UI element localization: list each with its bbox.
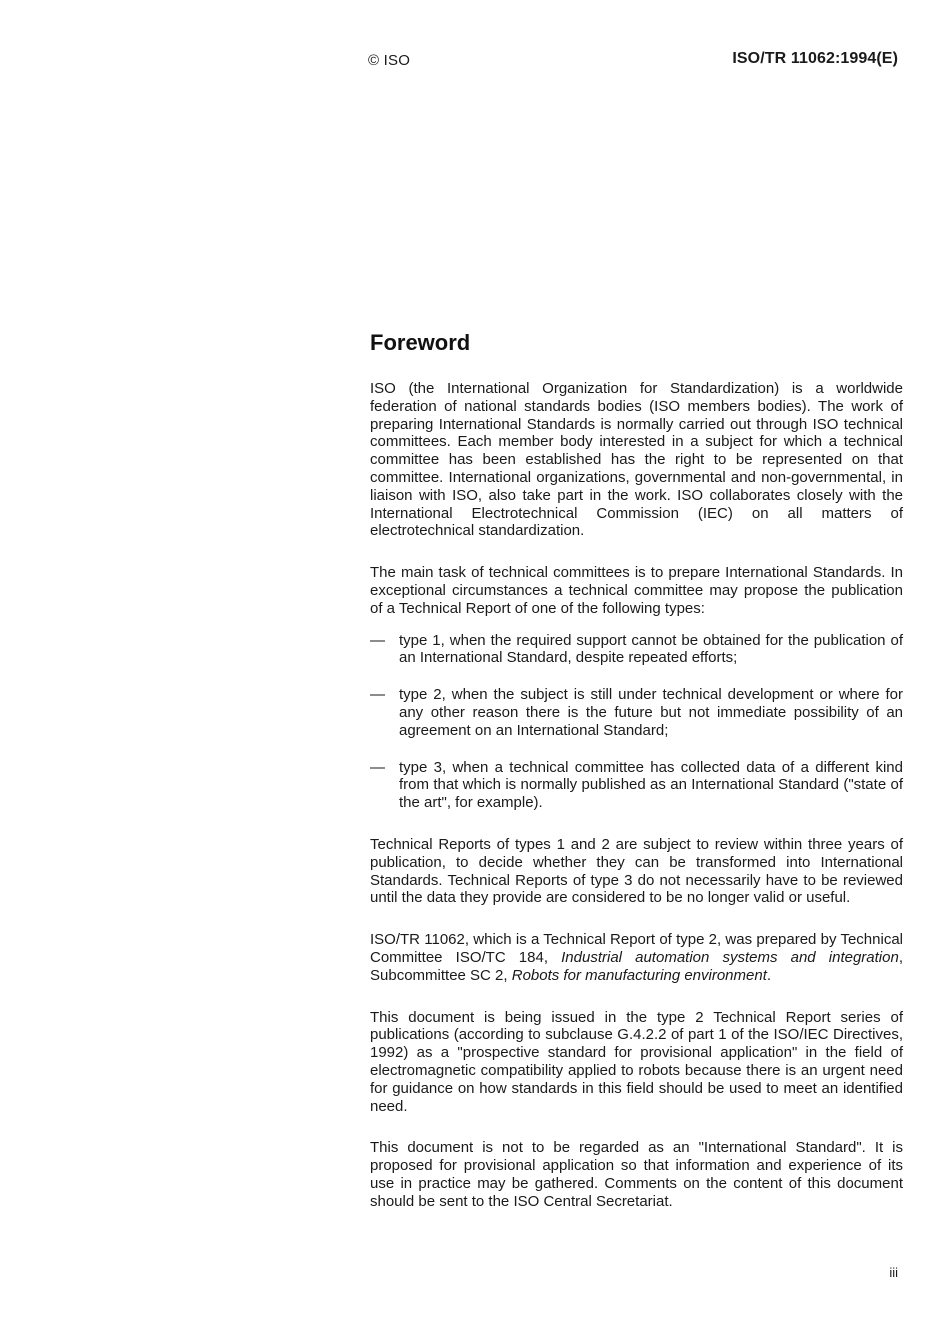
dash-marker: — [370,758,385,776]
document-identifier: ISO/TR 11062:1994(E) [732,50,898,67]
copyright-notice: © ISO [368,52,411,69]
paragraph-provisional-application: This document is not to be regarded as an "International Standard". It is proposed for provisional application so that information and experience of its use in practice may be gathered. Comments on the content of this document should be sent to the ISO Central Secretariat. [370,1139,903,1210]
page-number: iii [889,1265,898,1280]
list-item-type-3 [370,759,903,812]
paragraph-iso-intro: ISO (the International Organization for Standardization) is a worldwide federation of national standards bodies (ISO members bodies). The work of preparing International Standards is normally carried out through ISO technical committees. Each member body interested in a subject for which a technical committee has been established has the right to be represented on that committee. International organizations, governmental and non-governmental, in liaison with ISO, also take part in the work. ISO collaborates closely with the International Electrotechnical Commission (IEC) on all matters of electrotechnical standardization. [370,380,903,540]
paragraph-preparation [370,931,903,984]
list-item-type-2 [370,686,903,739]
list-item-text: type 1, when the required support cannot be obtained for the publication of an International Standard, despite repeated efforts; [399,631,903,667]
preparation-text: , Subcommittee SC 2, [370,948,903,984]
dash-marker: — [370,631,385,649]
paragraph-review-policy: Technical Reports of types 1 and 2 are subject to review within three years of publication, to decide whether they can be transformed into International Standards. Technical Reports of type 3 do not necessarily have to be reviewed until the data they provide are considered to be no longer valid or useful. [370,835,903,907]
preparation-text: ISO/TR 11062, which is a Technical Report of type 2, was prepared by Technical Committee ISO/TC 184, [370,931,903,966]
preparation-text: . [766,966,772,984]
committee-title: Industrial automation systems and integration [561,948,899,966]
subcommittee-title: Robots for manufacturing environment [511,966,767,984]
paragraph-technical-committees: The main task of technical committees is to prepare International Standards. In exceptional circumstances a technical committee may propose the publication of a Technical Report of one of the following types: [370,564,903,617]
paragraph-type2-issuance: This document is being issued in the type 2 Technical Report series of publications (according to subclause G.4.2.2 of part 1 of the ISO/IEC Directives, 1992) as a "prospective standard for provisional application" in the field of electromagnetic compatibility applied to robots because there is an urgent need for guidance on how standards in this field should be used to meet an identified need. [370,1008,903,1115]
list-item-text: type 3, when a technical committee has collected data of a different kind from that which is normally published as an International Standard ("state of the art", for example). [399,758,903,812]
page-title: Foreword [370,330,471,355]
dash-marker: — [370,686,385,704]
list-item-type-1 [370,632,903,668]
foreword-section [370,330,903,1234]
list-item-text: type 2, when the subject is still under technical development or where for any other reason there is the future but not immediate possibility of an agreement on an International Standard; [399,686,903,739]
